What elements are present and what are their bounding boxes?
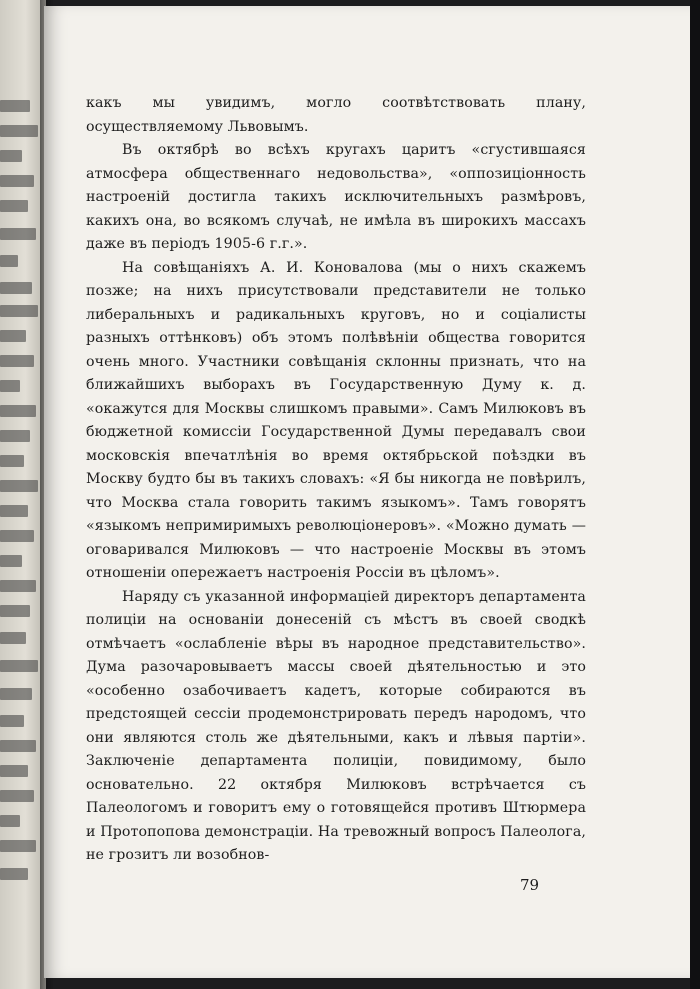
book-page — [44, 6, 692, 978]
paragraph-1: какъ мы увидимъ, могло соотвѣтствовать плану, осуществляемому Львовымъ. — [86, 95, 586, 135]
background-edge — [690, 0, 700, 989]
page-body — [86, 92, 586, 868]
paragraph-3: На совѣщаніяхъ А. И. Коновалова (мы о нихъ скажемъ позже; на нихъ присутствовали представители не только либеральныхъ и радикальныхъ круговъ, но и соціалисты разныхъ оттѣнковъ) объ этомъ полѣвѣніи общества говорится очень много. Участники совѣщанія склонны признать, что на ближайшихъ выборахъ въ Государственную Думу к. д. «окажутся для Москвы слишкомъ правыми». Самъ Милюковъ въ бюджетной комиссіи Государственной Думы передавалъ свои московскія впечатлѣнія во время октябрьской поѣздки въ Москву будто бы въ такихъ словахъ: «Я бы никогда не повѣрилъ, что Москва стала говорить такимъ языкомъ». Тамъ говорятъ «языкомъ непримиримыхъ революціонеровъ». «Можно думать — оговаривался Милюковъ — что настроеніе Москвы въ этомъ отношеніи опережаетъ настроенія Россіи въ цѣломъ». — [86, 259, 586, 581]
paragraph-2: Въ октябрѣ во всѣхъ кругахъ царитъ «сгустившаяся атмосфера общественнаго недовольства», «оппозиціонность настроеній достигла такихъ исключительныхъ размѣровъ, какихъ она, во всякомъ случаѣ, не имѣла въ широкихъ массахъ даже въ періодъ 1905-6 г.г.». — [86, 142, 586, 252]
paragraph-4: Наряду съ указанной информаціей директоръ департамента полиціи на основаніи донесеній съ мѣстъ въ своей сводкѣ отмѣчаетъ «ослабленіе вѣры въ народное представительство». Дума разочаровываетъ массы своей дѣятельностью и это «особенно озабочиваетъ кадетъ, которые собираются въ предстоящей сессіи продемонстрировать передъ народомъ, что они являются столь же дѣятельными, какъ и лѣвыя партіи». Заключеніе департамента полиціи, повидимому, было основательно. 22 октября Милюковъ встрѣчается съ Палеологомъ и говоритъ ему о готовящейся противъ Штюрмера и Протопопова демонстраціи. На тревожный вопросъ Палеолога, не грозитъ ли возобнов- — [86, 588, 586, 863]
page-number: 79 — [520, 876, 540, 894]
